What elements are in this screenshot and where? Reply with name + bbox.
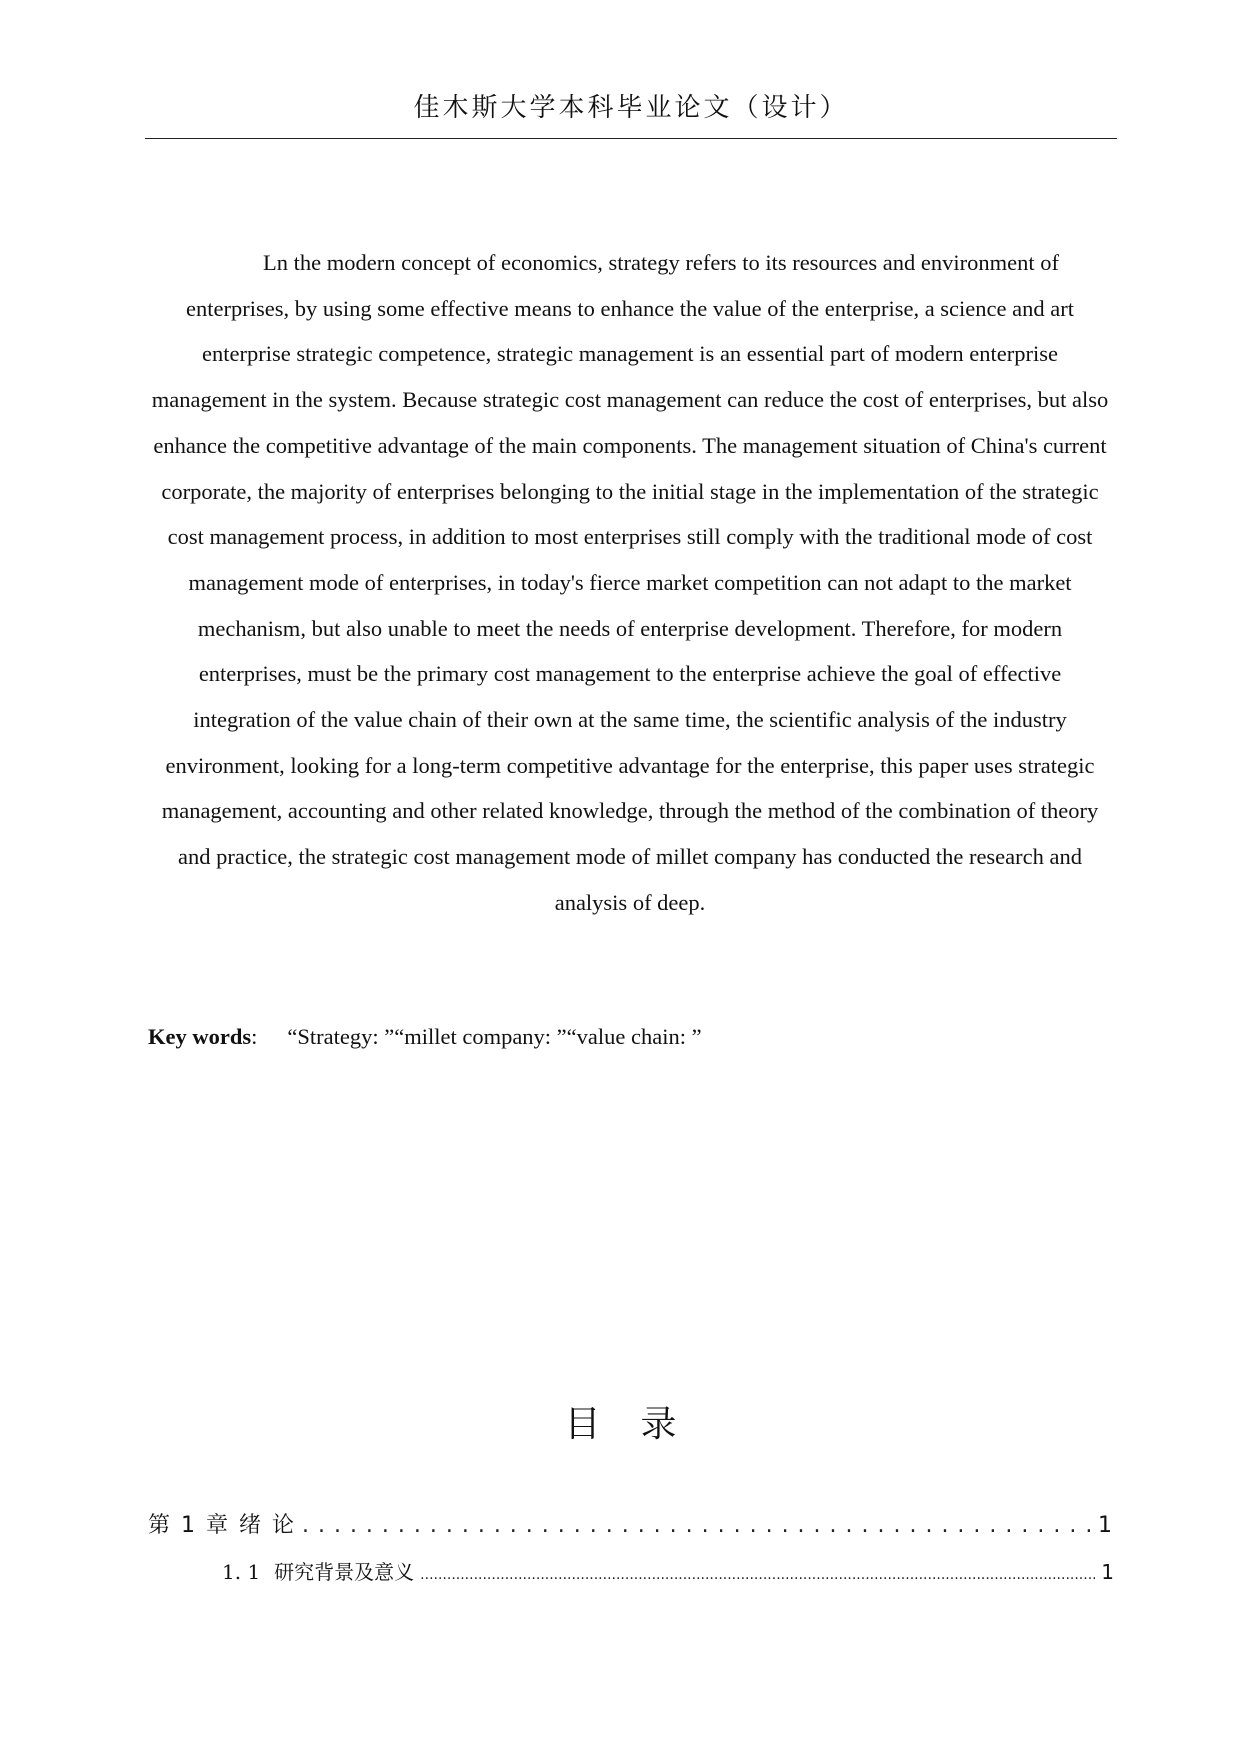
toc-entry-page: 1: [1101, 1560, 1114, 1584]
abstract-text: Ln the modern concept of economics, strategy refers to its resources and environment of enterprises, by using some effective means to enhance the value of the enterprise, a science and art enterprise strategic competence, strategic management is an essential part of modern enterprise management in the system. Because strategic cost management can reduce the cost of enterprises, but also enhance the competitive advantage of the main components. The management situation of China's current corporate, the majority of enterprises belonging to the initial stage in the implementation of the strategic cost management process, in addition to most enterprises still comply with the traditional mode of cost management mode of enterprises, in today's fierce market competition can not adapt to the market mechanism, but also unable to meet the needs of enterprise development. Therefore, for modern enterprises, must be the primary cost management to the enterprise achieve the goal of effective integration of the value chain of their own at the same time, the scientific analysis of the industry environment, looking for a long-term competitive advantage for the enterprise, this paper uses strategic management, accounting and other related knowledge, through the method of the combination of theory and practice, the strategic cost management mode of millet company has conducted the research and analysis of deep.: [151, 250, 1109, 915]
toc-entry-label: 研究背景及意义: [274, 1560, 415, 1584]
keywords-value: “Strategy: ”“millet company: ”“value chain: ”: [287, 1024, 702, 1049]
toc-title-char-2: 录: [640, 1404, 677, 1445]
toc-title-char-1: 目: [564, 1404, 601, 1445]
toc-entry-section-1-1[interactable]: [222, 1556, 1114, 1585]
header-title: 佳木斯大学本科毕业论文（设计）: [413, 93, 849, 123]
abstract-paragraph: [150, 240, 1110, 926]
toc-title: [0, 1400, 1241, 1450]
page-header: [145, 88, 1117, 139]
toc-entry-label: 第 1 章 绪 论: [148, 1513, 296, 1538]
toc-entry-number: 1. 1: [222, 1560, 261, 1584]
toc-entry-page: 1: [1098, 1513, 1114, 1538]
toc-entry-chapter-1[interactable]: [148, 1508, 1114, 1539]
toc-leader-dots: [420, 1560, 1095, 1584]
toc-leader-dots: [302, 1513, 1092, 1538]
keywords-label: Key words: [148, 1024, 252, 1049]
keywords-colon: :: [251, 1024, 258, 1049]
keywords-line: [148, 1022, 702, 1052]
